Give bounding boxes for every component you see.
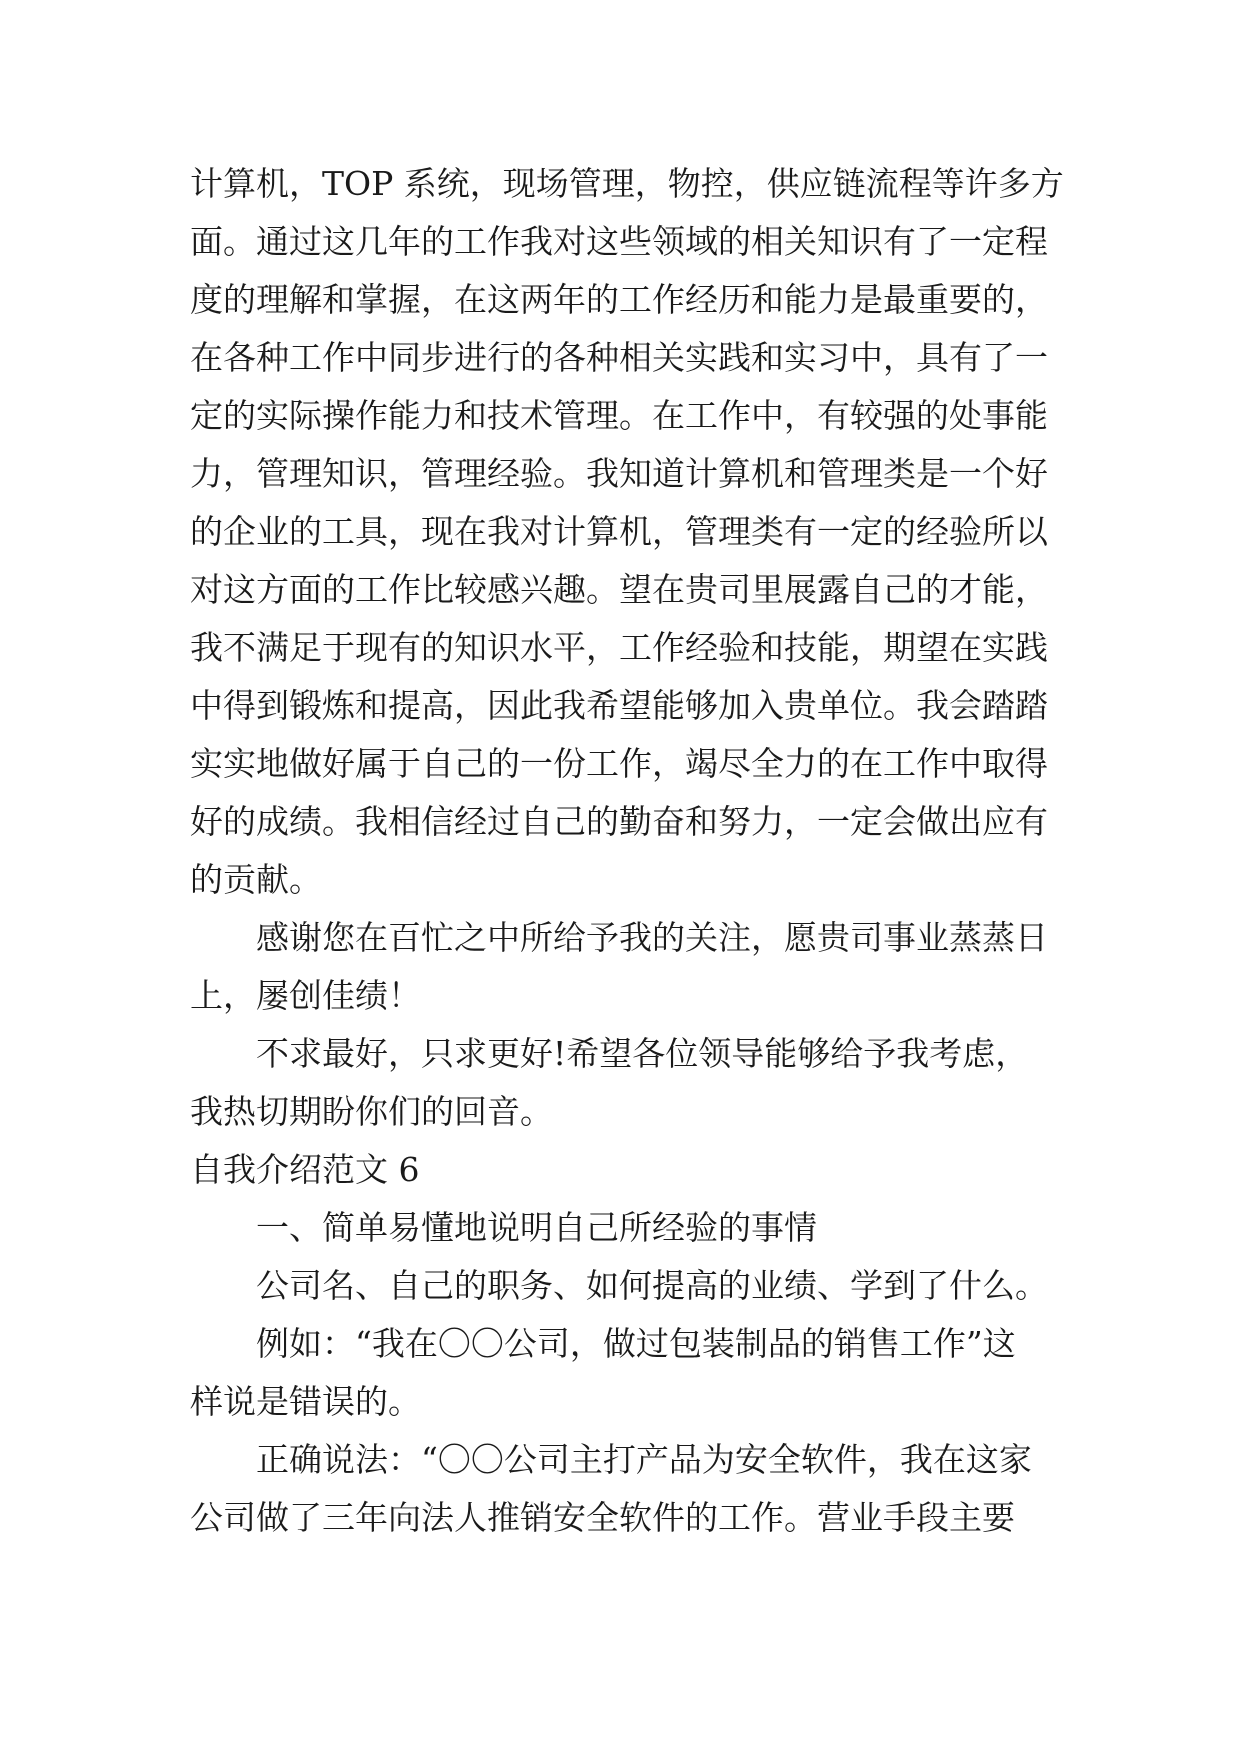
text-line: 面。通过这几年的工作我对这些领域的相关知识有了一定程 xyxy=(190,222,1048,261)
text-line: 实实地做好属于自己的一份工作，竭尽全力的在工作中取得 xyxy=(190,744,1048,783)
text-line: 公司做了三年向法人推销安全软件的工作。营业手段主要 xyxy=(190,1498,1015,1537)
text-line: 中得到锻炼和提高，因此我希望能够加入贵单位。我会踏踏 xyxy=(190,686,1048,725)
text-line: 计算机，TOP 系统，现场管理，物控，供应链流程等许多方 xyxy=(190,164,1064,203)
text-line: 公司名、自己的职务、如何提高的业绩、学到了什么。 xyxy=(256,1266,1048,1305)
text-line: 样说是错误的。 xyxy=(190,1382,421,1421)
text-line: 度的理解和掌握，在这两年的工作经历和能力是最重要的， xyxy=(190,280,1048,319)
text-line: 在各种工作中同步进行的各种相关实践和实习中，具有了一 xyxy=(190,338,1048,377)
text-line: 的贡献。 xyxy=(190,860,322,899)
text-line: 定的实际操作能力和技术管理。在工作中，有较强的处事能 xyxy=(190,396,1048,435)
text-line: 我不满足于现有的知识水平，工作经验和技能，期望在实践 xyxy=(190,628,1048,667)
text-line: 例如：“我在〇〇公司，做过包装制品的销售工作”这 xyxy=(256,1324,1016,1363)
text-line: 的企业的工具，现在我对计算机，管理类有一定的经验所以 xyxy=(190,512,1048,551)
text-line: 一、简单易懂地说明自己所经验的事情 xyxy=(256,1208,817,1247)
text-line: 上，屡创佳绩！ xyxy=(190,976,421,1015)
text-line: 对这方面的工作比较感兴趣。望在贵司里展露自己的才能， xyxy=(190,570,1048,609)
text-line: 好的成绩。我相信经过自己的勤奋和努力，一定会做出应有 xyxy=(190,802,1048,841)
text-line: 不求最好，只求更好!希望各位领导能够给予我考虑， xyxy=(256,1034,1029,1073)
text-line: 力，管理知识，管理经验。我知道计算机和管理类是一个好 xyxy=(190,454,1048,493)
text-line: 正确说法：“〇〇公司主打产品为安全软件，我在这家 xyxy=(256,1440,1032,1479)
text-line: 我热切期盼你们的回音。 xyxy=(190,1092,553,1131)
text-line: 感谢您在百忙之中所给予我的关注，愿贵司事业蒸蒸日 xyxy=(256,918,1048,957)
section-heading: 自我介绍范文 6 xyxy=(190,1150,420,1189)
